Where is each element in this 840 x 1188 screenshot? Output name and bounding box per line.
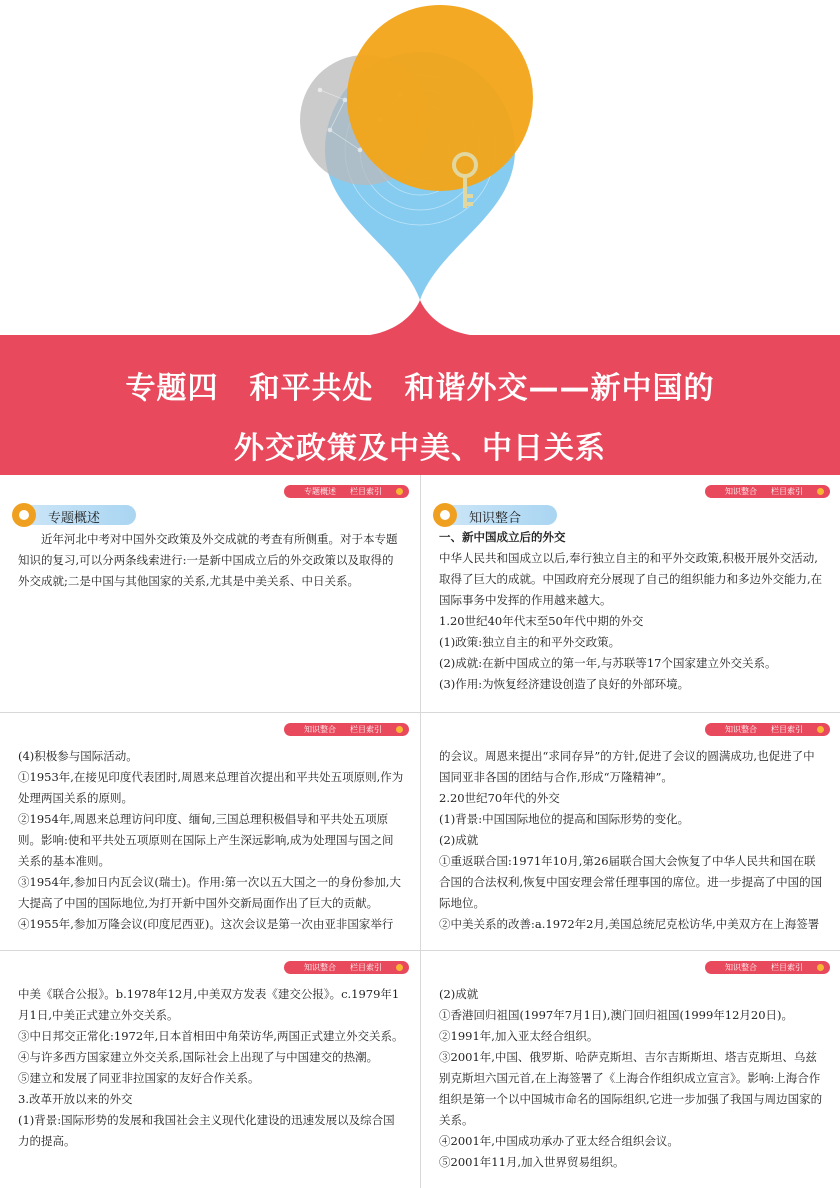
text-line: ③2001年,中国、俄罗斯、哈萨克斯坦、吉尔吉斯斯坦、塔吉克斯坦、乌兹别克斯坦六国元首,在上海签署了《上海合作组织成立宣言》。影响:上海合作组织是第一个以中国城市命名的国际组织,它进一步加强了我国与周边国家的关系。	[439, 1050, 823, 1127]
tag-index-label[interactable]: 栏目索引	[350, 487, 382, 496]
nav-tag[interactable]	[705, 485, 830, 498]
slide-body	[439, 984, 826, 1173]
text-line: (1)背景:中国国际地位的提高和国际形势的变化。	[439, 812, 690, 826]
nav-tag[interactable]	[705, 723, 830, 736]
slide-knowledge-4	[0, 951, 419, 1188]
tag-section-label: 知识整合	[725, 487, 757, 496]
slide-body	[439, 527, 826, 695]
text-line: ②中美关系的改善:a.1972年2月,美国总统尼克松访华,中美双方在上海签署	[439, 917, 820, 931]
section-heading	[435, 505, 557, 525]
page-title-line2: 外交政策及中美、中日关系	[234, 431, 606, 466]
title-banner	[0, 335, 840, 475]
text-line: ②1991年,加入亚太经合组织。	[439, 1029, 599, 1043]
tag-index-label[interactable]: 栏目索引	[350, 725, 382, 734]
orange-circle-shape	[347, 5, 533, 191]
text-line: 1.20世纪40年代末至50年代中期的外交	[439, 614, 644, 628]
slide-knowledge-3	[421, 713, 840, 950]
text-line: ④2001年,中国成功承办了亚太经合组织会议。	[439, 1134, 679, 1148]
heart-icon	[396, 726, 403, 733]
text-line: ⑤2001年11月,加入世界贸易组织。	[439, 1155, 625, 1169]
text-line: ①重返联合国:1971年10月,第26届联合国大会恢复了中华人民共和国在联合国的合法权利,恢复中国安理会常任理事国的席位。进一步提高了中国的国际地位。	[439, 854, 823, 910]
circle-bullet-icon	[433, 503, 457, 527]
tag-index-label[interactable]: 栏目索引	[771, 725, 803, 734]
circle-bullet-icon	[12, 503, 36, 527]
heart-icon	[817, 726, 824, 733]
text-line: (2)成就:在新中国成立的第一年,与苏联等17个国家建立外交关系。	[439, 656, 777, 670]
tag-section-label: 知识整合	[725, 725, 757, 734]
cover-illustration	[0, 0, 840, 335]
text-line: (3)作用:为恢复经济建设创造了良好的外部环境。	[439, 677, 690, 691]
tag-section-label: 知识整合	[725, 963, 757, 972]
text-line: (1)背景:国际形势的发展和我国社会主义现代化建设的迅速发展以及综合国力的提高。	[18, 1113, 395, 1148]
text-line: 3.改革开放以来的外交	[18, 1092, 133, 1106]
section-heading-label: 专题概述	[48, 511, 101, 526]
text-line: ③中日邦交正常化:1972年,日本首相田中角荣访华,两国正式建立外交关系。	[18, 1029, 404, 1043]
text-line: ⑤建立和发展了同亚非拉国家的友好合作关系。	[18, 1071, 260, 1085]
nav-tag[interactable]	[284, 485, 409, 498]
heart-icon	[817, 964, 824, 971]
tag-index-label[interactable]: 栏目索引	[350, 963, 382, 972]
tag-section-label: 知识整合	[304, 725, 336, 734]
text-line: ④1955年,参加万隆会议(印度尼西亚)。这次会议是第一次由亚非国家举行	[18, 917, 394, 931]
slide-body	[18, 984, 405, 1152]
text-line: ③1954年,参加日内瓦会议(瑞士)。作用:第一次以五大国之一的身份参加,大大提高了中国的国际地位,为打开新中国外交新局面作出了巨大的贡献。	[18, 875, 401, 910]
text-line: 中华人民共和国成立以后,奉行独立自主的和平外交政策,积极开展外交活动,取得了巨大的成就。中国政府充分展现了自己的组织能力和多边外交能力,在国际事务中发挥的作用越来越大。	[439, 551, 823, 607]
heart-icon	[817, 488, 824, 495]
text-line: (4)积极参与国际活动。	[18, 749, 138, 763]
slide-body	[439, 746, 826, 935]
heart-icon	[396, 964, 403, 971]
text-line: 2.20世纪70年代的外交	[439, 791, 560, 805]
nav-tag[interactable]	[284, 961, 409, 974]
section-heading	[14, 505, 136, 525]
heading-line: 一、新中国成立后的外交	[439, 530, 566, 544]
text-line: 的会议。周恩来提出“求同存异”的方针,促进了会议的圆满成功,也促进了中国同亚非各国的团结与合作,形成“万隆精神”。	[439, 749, 815, 784]
tag-section-label: 专题概述	[304, 487, 336, 496]
text-line: (1)政策:独立自主的和平外交政策。	[439, 635, 621, 649]
text-line: ①1953年,在接见印度代表团时,周恩来总理首次提出和平共处五项原则,作为处理两国关系的原则。	[18, 770, 404, 805]
text-line: (2)成就	[439, 987, 479, 1001]
tag-section-label: 知识整合	[304, 963, 336, 972]
tag-index-label[interactable]: 栏目索引	[771, 487, 803, 496]
banner-notch	[370, 300, 470, 335]
slide-body	[18, 746, 405, 935]
text-line: ②1954年,周恩来总理访问印度、缅甸,三国总理积极倡导和平共处五项原则。影响:使和平共处五项原则在国际上产生深远影响,成为处理国与国之间关系的基本准则。	[18, 812, 394, 868]
slide-knowledge-1	[421, 475, 840, 712]
text-line: ④与许多西方国家建立外交关系,国际社会上出现了与中国建交的热潮。	[18, 1050, 379, 1064]
paragraph: 近年河北中考对中国外交政策及外交成就的考查有所侧重。对于本专题知识的复习,可以分两条线索进行:一是新中国成立后的外交政策以及取得的外交成就;二是中国与其他国家的关系,尤其是中美关系、中日关系。	[18, 532, 398, 588]
nav-tag[interactable]	[705, 961, 830, 974]
page-title-line1: 专题四 和平共处 和谐外交——新中国的	[125, 371, 715, 406]
heart-icon	[396, 488, 403, 495]
tag-index-label[interactable]: 栏目索引	[771, 963, 803, 972]
slide-knowledge-5	[421, 951, 840, 1188]
text-line: ①香港回归祖国(1997年7月1日),澳门回归祖国(1999年12月20日)。	[439, 1008, 794, 1022]
section-heading-label: 知识整合	[469, 511, 522, 526]
nav-tag[interactable]	[284, 723, 409, 736]
text-line: (2)成就	[439, 833, 479, 847]
slide-body	[18, 529, 405, 592]
slide-knowledge-2	[0, 713, 419, 950]
text-line: 中美《联合公报》。b.1978年12月,中美双方发表《建交公报》。c.1979年1月1日,中美正式建立外交关系。	[18, 987, 400, 1022]
slide-overview	[0, 475, 419, 712]
